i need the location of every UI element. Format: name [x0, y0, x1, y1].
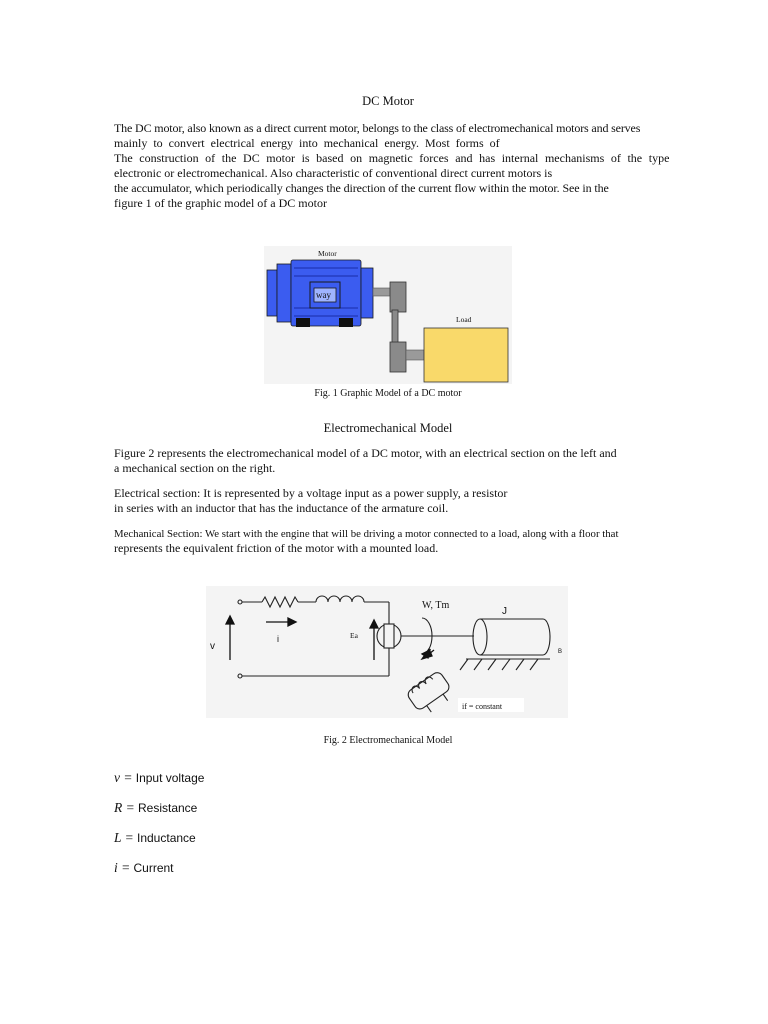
- if-constant-label: if = constant: [462, 702, 503, 711]
- variable-symbol: L =: [114, 830, 134, 845]
- intro-line-6: figure 1 of the graphic model of a DC motor: [114, 196, 327, 210]
- intro-line-3: The construction of the DC motor is based on magnetic forces and has internal mechanisms of the type: [114, 151, 670, 165]
- motor-diagram-svg: [264, 246, 512, 384]
- variable-symbol: R =: [114, 800, 135, 815]
- intro-line-4: electronic or electromechanical. Also characteristic of conventional direct current motors is: [114, 166, 553, 180]
- section-2-title: Electromechanical Model: [323, 421, 453, 435]
- variable-symbol: i =: [114, 860, 131, 875]
- section-2-para-2-line-2: in series with an inductor that has the inductance of the armature coil.: [114, 501, 449, 515]
- motor-label: Motor: [318, 249, 337, 258]
- variable-description: Resistance: [137, 801, 198, 815]
- variable-l: [114, 830, 196, 846]
- ea-label: Ea: [350, 631, 358, 640]
- j-label: J: [502, 606, 507, 617]
- section-2-para-3-line-1: Mechanical Section: We start with the engine that will be driving a motor connected to a load, along with a floor that: [114, 528, 619, 540]
- variable-symbol: v =: [114, 770, 133, 785]
- intro-line-1: The DC motor, also known as a direct current motor, belongs to the class of electromechanical motors and serves: [114, 121, 641, 135]
- variable-description: Input voltage: [135, 771, 205, 785]
- b-label: B: [558, 649, 563, 655]
- figure-1-motor-diagram: [264, 246, 512, 384]
- intro-line-5: the accumulator, which periodically changes the direction of the current flow within the motor. See in the: [114, 181, 609, 195]
- v-label: v: [210, 641, 215, 652]
- section-2-para-1-line-1: Figure 2 represents the electromechanical model of a DC motor, with an electrical section on the left and: [114, 446, 617, 460]
- i-label: i: [277, 634, 279, 644]
- figure-1-caption: Fig. 1 Graphic Model of a DC motor: [314, 388, 462, 399]
- variable-description: Current: [133, 861, 174, 875]
- motor-way-label: way: [316, 290, 331, 300]
- section-2-para-1-line-2: a mechanical section on the right.: [114, 461, 276, 475]
- variable-i: [114, 860, 174, 876]
- section-2-para-2-line-1: Electrical section: It is represented by a voltage input as a power supply, a resistor: [114, 486, 508, 500]
- page-title: DC Motor: [362, 94, 414, 108]
- variable-r: [114, 800, 197, 816]
- section-2-para-3-line-2: represents the equivalent friction of the motor with a mounted load.: [114, 541, 439, 555]
- variable-v: [114, 770, 204, 786]
- figure-2-electromechanical-model: [206, 586, 568, 718]
- intro-line-2: mainly to convert electrical energy into mechanical energy. Most forms of: [114, 136, 500, 150]
- figure-2-caption: Fig. 2 Electromechanical Model: [323, 735, 453, 746]
- w-tm-label: W, Tm: [422, 600, 450, 611]
- load-label: Load: [456, 315, 472, 324]
- electromechanical-model-svg: [206, 586, 568, 718]
- variable-description: Inductance: [137, 831, 196, 845]
